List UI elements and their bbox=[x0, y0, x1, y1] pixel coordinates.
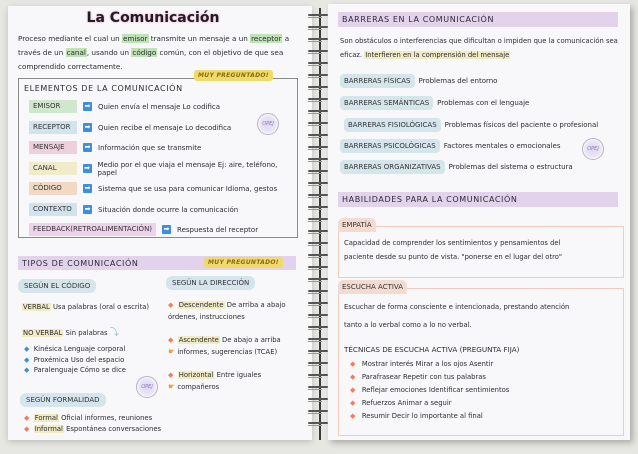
bullet-icon: ◆ bbox=[24, 366, 30, 374]
element-row-emisor bbox=[29, 100, 220, 113]
barrier-desc: Problemas del entorno bbox=[418, 77, 498, 85]
stamp-logo: OPEJ bbox=[136, 376, 158, 398]
direction-item bbox=[168, 299, 308, 323]
by-formality-label: SEGÚN FORMALIDAD bbox=[20, 393, 106, 407]
list-item bbox=[24, 413, 161, 424]
bullet-icon: ◆ bbox=[24, 355, 30, 364]
technique-text: Mostrar interés Mirar a los ojos Asentir bbox=[361, 360, 494, 368]
list-item-text: Kinésica Lenguaje corporal bbox=[33, 345, 126, 353]
element-desc: Respuesta del receptor bbox=[177, 225, 259, 234]
by-direction-label: SEGÚN LA DIRECCIÓN bbox=[166, 276, 255, 290]
bullet-icon: ◆ bbox=[350, 386, 356, 394]
technique-text: Reflejar emociones Identificar sentimientos bbox=[361, 386, 510, 394]
barrier-row bbox=[340, 139, 560, 153]
barrier-row bbox=[344, 118, 598, 132]
verbal-row bbox=[22, 303, 149, 311]
bullet-icon: ◆ bbox=[24, 425, 30, 433]
bullet-icon: ◆ bbox=[350, 412, 356, 420]
empathy-line: paciente desde su punto de vista. "ponerse en el lugar del otro" bbox=[344, 253, 563, 261]
direction-tag: Ascendente bbox=[178, 336, 219, 344]
list-item-text: Paralenguaje Cómo se dice bbox=[33, 366, 126, 374]
right-page bbox=[328, 4, 630, 440]
spiral-ring bbox=[308, 422, 328, 425]
element-row-feedback bbox=[29, 223, 258, 236]
spiral-ring bbox=[308, 338, 328, 341]
formality-list bbox=[24, 413, 161, 435]
muy-preguntado-badge: MUY PREGUNTADO! bbox=[204, 257, 283, 268]
arrow-right-icon: ➡ bbox=[84, 184, 91, 192]
spiral-ring bbox=[308, 146, 328, 149]
barrier-desc: Factores mentales o emocionales bbox=[443, 142, 561, 150]
barrier-row bbox=[340, 96, 529, 110]
arrow-right-icon: ➡ bbox=[84, 123, 91, 131]
element-desc: Quien recibe el mensaje Lo decodifica bbox=[98, 123, 232, 132]
formality-desc: Espontánea conversaciones bbox=[63, 425, 162, 433]
spiral-ring bbox=[308, 26, 328, 29]
barrier-desc: Problemas con el lenguaje bbox=[437, 99, 530, 107]
formality-desc: Oficial informes, reuniones bbox=[58, 414, 153, 422]
spiral-ring bbox=[308, 98, 328, 101]
element-row-canal bbox=[29, 162, 297, 175]
element-row-mensaje bbox=[29, 141, 201, 154]
barriers-intro bbox=[340, 34, 624, 62]
element-tag: RECEPTOR bbox=[29, 121, 77, 134]
list-item bbox=[350, 397, 509, 410]
spiral-ring bbox=[308, 230, 328, 233]
intro-text: Proceso mediante el cual un bbox=[18, 34, 122, 43]
arrow-right-icon: ➡ bbox=[163, 225, 170, 233]
spiral-ring bbox=[308, 158, 328, 161]
barrier-tag: BARRERAS FISIOLÓGICAS bbox=[344, 118, 441, 132]
direction-tag: Descendente bbox=[178, 301, 224, 309]
spiral-ring bbox=[308, 122, 328, 125]
list-item bbox=[350, 384, 509, 397]
spiral-ring bbox=[308, 242, 328, 245]
bullet-icon: ◆ bbox=[168, 371, 174, 379]
active-listening-text bbox=[344, 298, 624, 334]
element-tag: CONTEXTO bbox=[29, 203, 77, 216]
direction-desc: Entre iguales bbox=[214, 371, 262, 379]
element-desc: Sistema que se usa para comunicar Idioma, gestos bbox=[98, 184, 278, 193]
element-desc: Quien envía el mensaje Lo codifica bbox=[98, 102, 221, 111]
intro-text: transmite un mensaje a un bbox=[148, 34, 251, 43]
empathy-text bbox=[344, 236, 624, 264]
barrier-desc: Problemas físicos del paciente o profesional bbox=[444, 121, 599, 129]
spiral-ring bbox=[308, 182, 328, 185]
bullet-icon: ◆ bbox=[168, 336, 174, 344]
barriers-heading: BARRERAS EN LA COMUNICACIÓN bbox=[342, 15, 495, 24]
direction-tag: Horizontal bbox=[178, 371, 214, 379]
nonverbal-desc: Sin palabras bbox=[63, 329, 108, 337]
spiral-ring bbox=[308, 398, 328, 401]
active-listening-line: Escuchar de forma consciente e intencionada, prestando atención bbox=[344, 303, 570, 311]
barriers-intro-highlight: Interfieren en la comprensión del mensaje bbox=[365, 51, 510, 59]
spiral-ring bbox=[308, 278, 328, 281]
element-tag: CANAL bbox=[29, 162, 77, 175]
spiral-ring bbox=[308, 374, 328, 377]
direction-desc: De abajo a arriba bbox=[219, 336, 281, 344]
list-item bbox=[350, 410, 509, 423]
spiral-ring bbox=[308, 206, 328, 209]
list-item bbox=[24, 344, 126, 355]
element-desc: Situación donde ocurre la comunicación bbox=[98, 205, 239, 214]
list-item bbox=[350, 371, 509, 384]
arrow-right-icon: ➡ bbox=[84, 205, 91, 213]
spiral-ring bbox=[308, 362, 328, 365]
bullet-icon: ◆ bbox=[350, 373, 356, 381]
barrier-row bbox=[340, 160, 573, 174]
nonverbal-tag: NO VERBAL bbox=[23, 329, 63, 337]
spiral-ring bbox=[308, 314, 328, 317]
spiral-ring bbox=[308, 290, 328, 293]
arrow-right-icon: ➡ bbox=[84, 102, 91, 110]
spiral-ring bbox=[308, 386, 328, 389]
types-heading: TIPOS DE COMUNICACIÓN bbox=[22, 259, 139, 268]
spiral-ring bbox=[308, 62, 328, 65]
techniques-list bbox=[350, 358, 509, 423]
element-desc: Información que se transmite bbox=[98, 143, 202, 152]
verbal-tag: VERBAL bbox=[23, 303, 50, 311]
spiral-ring bbox=[308, 86, 328, 89]
list-item-text: Proxémica Uso del espacio bbox=[33, 355, 125, 364]
nonverbal-list bbox=[24, 344, 126, 376]
list-item bbox=[24, 365, 126, 376]
curved-arrow-icon: ⤵ bbox=[109, 328, 119, 338]
direction-item bbox=[168, 334, 308, 358]
empathy-line: Capacidad de comprender los sentimientos y pensamientos del bbox=[344, 239, 561, 247]
highlight-emisor: emisor bbox=[122, 34, 148, 43]
nonverbal-row bbox=[22, 325, 119, 338]
element-row-contexto bbox=[29, 203, 238, 216]
spiral-ring bbox=[308, 350, 328, 353]
skills-heading: HABILIDADES PARA LA COMUNICACIÓN bbox=[342, 195, 518, 204]
element-tag: FEEDBACK(RETROALIMENTACIÓN) bbox=[29, 223, 156, 236]
list-item bbox=[24, 355, 126, 366]
direction-desc: De arriba a abajo bbox=[224, 301, 286, 309]
spiral-ring bbox=[308, 38, 328, 41]
verbal-desc: Usa palabras (oral o escrita) bbox=[50, 303, 150, 311]
muy-preguntado-badge: MUY PREGUNTADO! bbox=[194, 70, 273, 81]
barrier-tag: BARRERAS ORGANIZATIVAS bbox=[340, 160, 445, 174]
empathy-tag: EMPATÍA bbox=[338, 218, 376, 232]
by-code-label: SEGÚN EL CÓDIGO bbox=[18, 279, 96, 293]
element-tag: CÓDIGO bbox=[29, 182, 77, 195]
active-listening-line: tanto a lo verbal como a lo no verbal. bbox=[344, 321, 472, 329]
spiral-ring bbox=[308, 266, 328, 269]
bullet-icon: ◆ bbox=[168, 301, 174, 309]
direction-detail: órdenes, instrucciones bbox=[168, 313, 245, 321]
intro-text: común, con el objetivo de que sea comprendido correctamente. bbox=[18, 48, 284, 71]
spiral-ring bbox=[308, 110, 328, 113]
pointing-hand-icon: ☛ bbox=[168, 382, 176, 391]
technique-text: Parafrasear Repetir con tus palabras bbox=[361, 373, 486, 381]
stamp-logo: OPEJ bbox=[257, 113, 279, 135]
barrier-tag: BARRERAS PSICOLÓGICAS bbox=[340, 139, 440, 153]
barrier-tag: BARRERAS SEMÁNTICAS bbox=[340, 96, 433, 110]
direction-detail: compañeros bbox=[177, 383, 220, 391]
list-item bbox=[24, 424, 161, 435]
highlight-codigo: código bbox=[132, 48, 157, 57]
intro-paragraph bbox=[18, 32, 308, 74]
elements-heading: ELEMENTOS DE LA COMUNICACIÓN bbox=[24, 84, 183, 93]
techniques-heading: TÉCNICAS DE ESCUCHA ACTIVA (PREGUNTA FIJA) bbox=[344, 345, 520, 354]
highlight-receptor: receptor bbox=[251, 34, 282, 43]
formality-tag: Formal bbox=[34, 414, 58, 422]
direction-item bbox=[168, 369, 308, 393]
spiral-ring bbox=[308, 326, 328, 329]
bullet-icon: ◆ bbox=[350, 360, 356, 368]
highlight-canal: canal bbox=[66, 48, 86, 57]
spiral-ring bbox=[308, 218, 328, 221]
spiral-ring bbox=[308, 254, 328, 257]
bullet-icon: ◆ bbox=[350, 399, 356, 407]
spiral-ring bbox=[308, 194, 328, 197]
spiral-binding bbox=[306, 8, 330, 438]
barrier-row bbox=[340, 74, 497, 88]
element-row-codigo bbox=[29, 182, 277, 195]
element-desc: Medio por el que viaja el mensaje Ej: aire, teléfono, papel bbox=[97, 160, 278, 177]
barrier-tag: BARRERAS FÍSICAS bbox=[340, 74, 415, 88]
element-tag: EMISOR bbox=[29, 100, 77, 113]
direction-detail: informes, sugerencias (TCAE) bbox=[177, 348, 278, 356]
bullet-icon: ◆ bbox=[24, 414, 30, 422]
technique-text: Refuerzos Animar a seguir bbox=[361, 399, 452, 407]
technique-text: Resumir Decir lo importante al final bbox=[361, 412, 483, 420]
bullet-icon: ◆ bbox=[24, 345, 30, 353]
pointing-hand-icon: ☛ bbox=[168, 347, 176, 356]
element-row-receptor bbox=[29, 121, 231, 134]
spiral-ring bbox=[308, 74, 328, 77]
element-tag: MENSAJE bbox=[29, 141, 77, 154]
spiral-ring bbox=[308, 14, 328, 17]
intro-text: , usando un bbox=[86, 48, 132, 57]
page-title: La Comunicación bbox=[86, 10, 220, 26]
barrier-desc: Problemas del sistema o estructura bbox=[448, 163, 573, 171]
arrow-right-icon: ➡ bbox=[84, 143, 91, 151]
stamp-logo: OPEJ bbox=[582, 138, 604, 160]
left-page bbox=[8, 6, 312, 440]
spiral-ring bbox=[308, 410, 328, 413]
list-item bbox=[350, 358, 509, 371]
spiral-ring bbox=[308, 134, 328, 137]
spiral-ring bbox=[308, 50, 328, 53]
intro-text: a través de un bbox=[18, 34, 290, 57]
elements-box bbox=[18, 78, 298, 238]
spiral-ring bbox=[308, 170, 328, 173]
spiral-ring bbox=[308, 302, 328, 305]
barriers-intro-text: Son obstáculos o interferencias que dificultan o impiden que la comunicación sea eficaz. bbox=[340, 37, 618, 59]
active-listening-tag: ESCUCHA ACTIVA bbox=[338, 280, 407, 294]
formality-tag: Informal bbox=[34, 425, 63, 433]
arrow-right-icon: ➡ bbox=[84, 164, 90, 172]
